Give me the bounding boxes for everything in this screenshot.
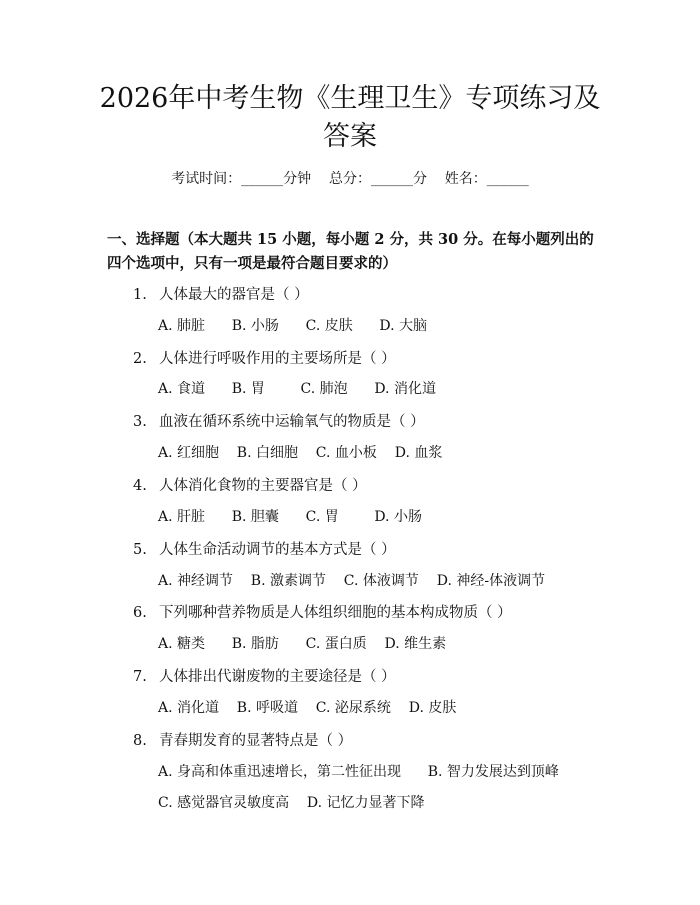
question-1-options: A. 肺脏 B. 小肠 C. 皮肤 D. 大脑 <box>158 318 428 334</box>
question-8-options-row-2: C. 感觉器官灵敏度高 D. 记忆力显著下降 <box>158 795 425 811</box>
question-stem: 人体生命活动调节的基本方式是（ ） <box>159 542 396 558</box>
question-3-options: A. 红细胞 B. 白细胞 C. 血小板 D. 血浆 <box>158 445 443 461</box>
question-number: 4. <box>133 478 147 494</box>
question-stem: 人体最大的器官是（ ） <box>159 287 309 303</box>
question-number: 1. <box>133 287 147 303</box>
question-2 <box>133 347 396 368</box>
question-6 <box>133 601 512 622</box>
question-number: 3. <box>133 414 147 430</box>
question-7 <box>133 665 396 686</box>
exam-meta-line: 考试时间：______分钟 总分：______分 姓名：______ <box>171 171 529 187</box>
question-6-options: A. 糖类 B. 脂肪 C. 蛋白质 D. 维生素 <box>158 636 447 652</box>
question-number: 5. <box>133 542 147 558</box>
page-title: 2026年中考生物《生理卫生》专项练习及答案 <box>99 83 601 152</box>
question-stem: 人体排出代谢废物的主要途径是（ ） <box>159 669 396 685</box>
question-stem: 青春期发育的显著特点是（ ） <box>159 733 353 749</box>
question-5-options: A. 神经调节 B. 激素调节 C. 体液调节 D. 神经-体液调节 <box>158 573 546 589</box>
question-8 <box>133 729 352 750</box>
question-4 <box>133 474 367 495</box>
question-8-options-row-1: A. 身高和体重迅速增长，第二性征出现 B. 智力发展达到顶峰 <box>158 764 559 780</box>
question-number: 2. <box>133 351 147 367</box>
question-1 <box>133 283 309 304</box>
question-5 <box>133 538 396 559</box>
question-stem: 人体消化食物的主要器官是（ ） <box>159 478 367 494</box>
question-4-options: A. 肝脏 B. 胆囊 C. 胃 D. 小肠 <box>158 509 422 525</box>
question-number: 7. <box>133 669 147 685</box>
question-2-options: A. 食道 B. 胃 C. 肺泡 D. 消化道 <box>158 381 436 397</box>
question-stem: 人体进行呼吸作用的主要场所是（ ） <box>159 351 396 367</box>
section-heading: 一、选择题（本大题共 15 小题，每小题 2 分，共 30 分。在每小题列出的四个选项中，只有一项是最符合题目要求的） <box>107 231 594 272</box>
question-3 <box>133 410 425 431</box>
question-number: 6. <box>133 605 147 621</box>
question-number: 8. <box>133 733 147 749</box>
question-7-options: A. 消化道 B. 呼吸道 C. 泌尿系统 D. 皮肤 <box>158 700 457 716</box>
question-stem: 血液在循环系统中运输氧气的物质是（ ） <box>159 414 425 430</box>
question-stem: 下列哪种营养物质是人体组织细胞的基本构成物质（ ） <box>159 605 512 621</box>
